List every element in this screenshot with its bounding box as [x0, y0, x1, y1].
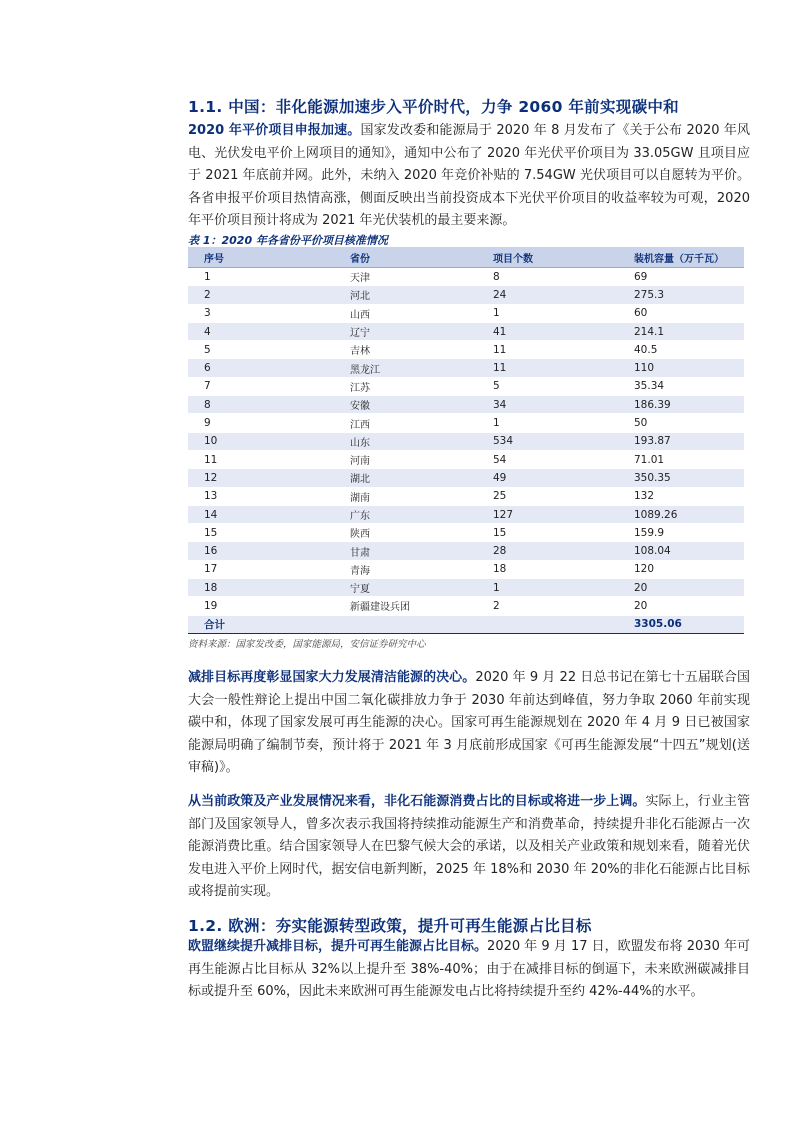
- table-row: [188, 432, 744, 450]
- cell-capacity: 40.5: [618, 341, 744, 359]
- table-row: [188, 524, 744, 542]
- cell-project-count: 1: [477, 304, 618, 322]
- cell-province: 湖北: [334, 469, 477, 487]
- table-source: 资料来源：国家发改委，国家能源局，安信证券研究中心: [188, 639, 426, 650]
- paragraph-body: 2020 年 9 月 17 日，欧盟发布将 2030 年可再生能源占比目标从 32%以上提升至 38%-40%；由于在减排目标的倒逼下，未来欧洲碳减排目标或提升至 60%，因此未来欧洲可再生能源发电占比将持续提升至约 42%-44%的水平。: [188, 939, 750, 999]
- cell-capacity: 159.9: [618, 524, 744, 542]
- cell-project-count: 8: [477, 268, 618, 286]
- cell-province: 青海: [334, 560, 477, 578]
- cell-capacity: 132: [618, 487, 744, 505]
- cell-capacity: 20: [618, 597, 744, 615]
- cell-capacity: 69: [618, 268, 744, 286]
- header-index: 序号: [188, 247, 334, 268]
- section-heading-europe: 1.2. 欧洲：夯实能源转型政策，提升可再生能源占比目标: [188, 917, 592, 935]
- cell-index: 15: [188, 524, 334, 542]
- paragraph-parity-projects: [188, 120, 750, 233]
- cell-index: 1: [188, 268, 334, 286]
- table-row: [188, 341, 744, 359]
- cell-province: 吉林: [334, 341, 477, 359]
- table-row: [188, 414, 744, 432]
- cell-index: 7: [188, 377, 334, 395]
- cell-province: 甘肃: [334, 542, 477, 560]
- cell-province: 新疆建设兵团: [334, 597, 477, 615]
- cell-project-count: 54: [477, 450, 618, 468]
- table-row: [188, 304, 744, 322]
- cell-capacity: 35.34: [618, 377, 744, 395]
- section-heading-china: 1.1. 中国：非化能源加速步入平价时代，力争 2060 年前实现碳中和: [188, 98, 679, 116]
- cell-index: 9: [188, 414, 334, 432]
- header-capacity: 装机容量（万千瓦）: [618, 247, 744, 268]
- paragraph-body: 实际上，行业主管部门及国家领导人，曾多次表示我国将持续推动能源生产和消费革命，持续提升非化石能源占一次能源消费比重。结合国家领导人在巴黎气候大会的承诺，以及相关产业政策和规划来看，随着光伏发电进入平价上网时代，据安信电新判断，2025 年 18%和 2030 年 20%的非化石能源占比目标或将提前实现。: [188, 794, 750, 899]
- cell-province: 河南: [334, 450, 477, 468]
- table-row: [188, 450, 744, 468]
- cell-index: 4: [188, 322, 334, 340]
- cell-index: 8: [188, 396, 334, 414]
- table-row: [188, 359, 744, 377]
- total-empty-cell: [334, 615, 477, 633]
- cell-project-count: 34: [477, 396, 618, 414]
- table-row: [188, 286, 744, 304]
- paragraph-non-fossil-share: [188, 791, 750, 904]
- table-row: [188, 322, 744, 340]
- cell-capacity: 60: [618, 304, 744, 322]
- cell-project-count: 41: [477, 322, 618, 340]
- paragraph-body: 国家发改委和能源局于 2020 年 8 月发布了《关于公布 2020 年风电、光伏发电平价上网项目的通知》，通知中公布了 2020 年光伏平价项目为 33.05GW 且项目应于 2021 年底前并网。此外，未纳入 2020 年竞价补贴的 7.54GW 光伏项目可以自愿转为平价。各省申报平价项目热情高涨，侧面反映出当前投资成本下光伏平价项目的收益率较为可观，2020 年平价项目预计将成为 2021 年光伏装机的最主要来源。: [188, 123, 750, 228]
- cell-capacity: 186.39: [618, 396, 744, 414]
- table-row: [188, 396, 744, 414]
- cell-index: 16: [188, 542, 334, 560]
- table-row: [188, 560, 744, 578]
- cell-province: 江苏: [334, 377, 477, 395]
- table-body: [188, 268, 744, 634]
- paragraph-emission-target: [188, 667, 750, 780]
- cell-project-count: 25: [477, 487, 618, 505]
- total-empty-cell: [477, 615, 618, 633]
- paragraph-body: 2020 年 9 月 22 日总书记在第七十五届联合国大会一般性辩论上提出中国二氧化碳排放力争于 2030 年前达到峰值，努力争取 2060 年前实现碳中和，体现了国家发展可再生能源的决心。国家可再生能源规划在 2020 年 4 月 9 日已被国家能源局明确了编制节奏，预计将于 2021 年 3 月底前形成国家《可再生能源发展“十四五”规划(送审稿)》。: [188, 670, 750, 775]
- table-caption: 表 1：2020 年各省份平价项目核准情况: [188, 234, 388, 247]
- paragraph-lead: 2020 年平价项目申报加速。: [188, 123, 361, 138]
- cell-index: 2: [188, 286, 334, 304]
- cell-province: 安徽: [334, 396, 477, 414]
- cell-capacity: 275.3: [618, 286, 744, 304]
- cell-capacity: 108.04: [618, 542, 744, 560]
- cell-capacity: 110: [618, 359, 744, 377]
- cell-index: 6: [188, 359, 334, 377]
- table-row: [188, 579, 744, 597]
- cell-project-count: 49: [477, 469, 618, 487]
- cell-index: 18: [188, 579, 334, 597]
- cell-province: 广东: [334, 505, 477, 523]
- cell-province: 黑龙江: [334, 359, 477, 377]
- table-total-row: [188, 615, 744, 633]
- cell-index: 5: [188, 341, 334, 359]
- cell-province: 湖南: [334, 487, 477, 505]
- table-row: [188, 505, 744, 523]
- cell-project-count: 5: [477, 377, 618, 395]
- paragraph-lead: 欧盟继续提升减排目标，提升可再生能源占比目标。: [188, 939, 488, 954]
- cell-project-count: 1: [477, 579, 618, 597]
- cell-index: 3: [188, 304, 334, 322]
- total-label: 合计: [188, 615, 334, 633]
- cell-capacity: 1089.26: [618, 505, 744, 523]
- table-row: [188, 542, 744, 560]
- cell-capacity: 20: [618, 579, 744, 597]
- cell-index: 13: [188, 487, 334, 505]
- cell-project-count: 1: [477, 414, 618, 432]
- cell-index: 19: [188, 597, 334, 615]
- table-row: [188, 597, 744, 615]
- cell-project-count: 127: [477, 505, 618, 523]
- table-row: [188, 469, 744, 487]
- cell-capacity: 350.35: [618, 469, 744, 487]
- cell-province: 天津: [334, 268, 477, 286]
- cell-province: 陕西: [334, 524, 477, 542]
- cell-capacity: 193.87: [618, 432, 744, 450]
- table-row: [188, 377, 744, 395]
- province-parity-table: [188, 247, 744, 634]
- cell-province: 江西: [334, 414, 477, 432]
- cell-province: 山西: [334, 304, 477, 322]
- cell-project-count: 11: [477, 359, 618, 377]
- table-row: [188, 487, 744, 505]
- cell-project-count: 534: [477, 432, 618, 450]
- cell-capacity: 50: [618, 414, 744, 432]
- total-capacity: 3305.06: [618, 615, 744, 633]
- header-province: 省份: [334, 247, 477, 268]
- table-header-row: [188, 247, 744, 268]
- cell-project-count: 11: [477, 341, 618, 359]
- cell-project-count: 2: [477, 597, 618, 615]
- cell-index: 12: [188, 469, 334, 487]
- cell-index: 11: [188, 450, 334, 468]
- paragraph-lead: 从当前政策及产业发展情况来看，非化石能源消费占比的目标或将进一步上调。: [188, 794, 646, 809]
- cell-project-count: 18: [477, 560, 618, 578]
- table-row: [188, 268, 744, 286]
- cell-index: 17: [188, 560, 334, 578]
- cell-project-count: 15: [477, 524, 618, 542]
- cell-province: 辽宁: [334, 322, 477, 340]
- cell-index: 10: [188, 432, 334, 450]
- cell-province: 河北: [334, 286, 477, 304]
- cell-province: 山东: [334, 432, 477, 450]
- paragraph-lead: 减排目标再度彰显国家大力发展清洁能源的决心。: [188, 670, 476, 685]
- cell-province: 宁夏: [334, 579, 477, 597]
- cell-capacity: 120: [618, 560, 744, 578]
- cell-index: 14: [188, 505, 334, 523]
- paragraph-eu-targets: [188, 936, 750, 1004]
- cell-project-count: 24: [477, 286, 618, 304]
- header-project-count: 项目个数: [477, 247, 618, 268]
- cell-capacity: 214.1: [618, 322, 744, 340]
- cell-capacity: 71.01: [618, 450, 744, 468]
- cell-project-count: 28: [477, 542, 618, 560]
